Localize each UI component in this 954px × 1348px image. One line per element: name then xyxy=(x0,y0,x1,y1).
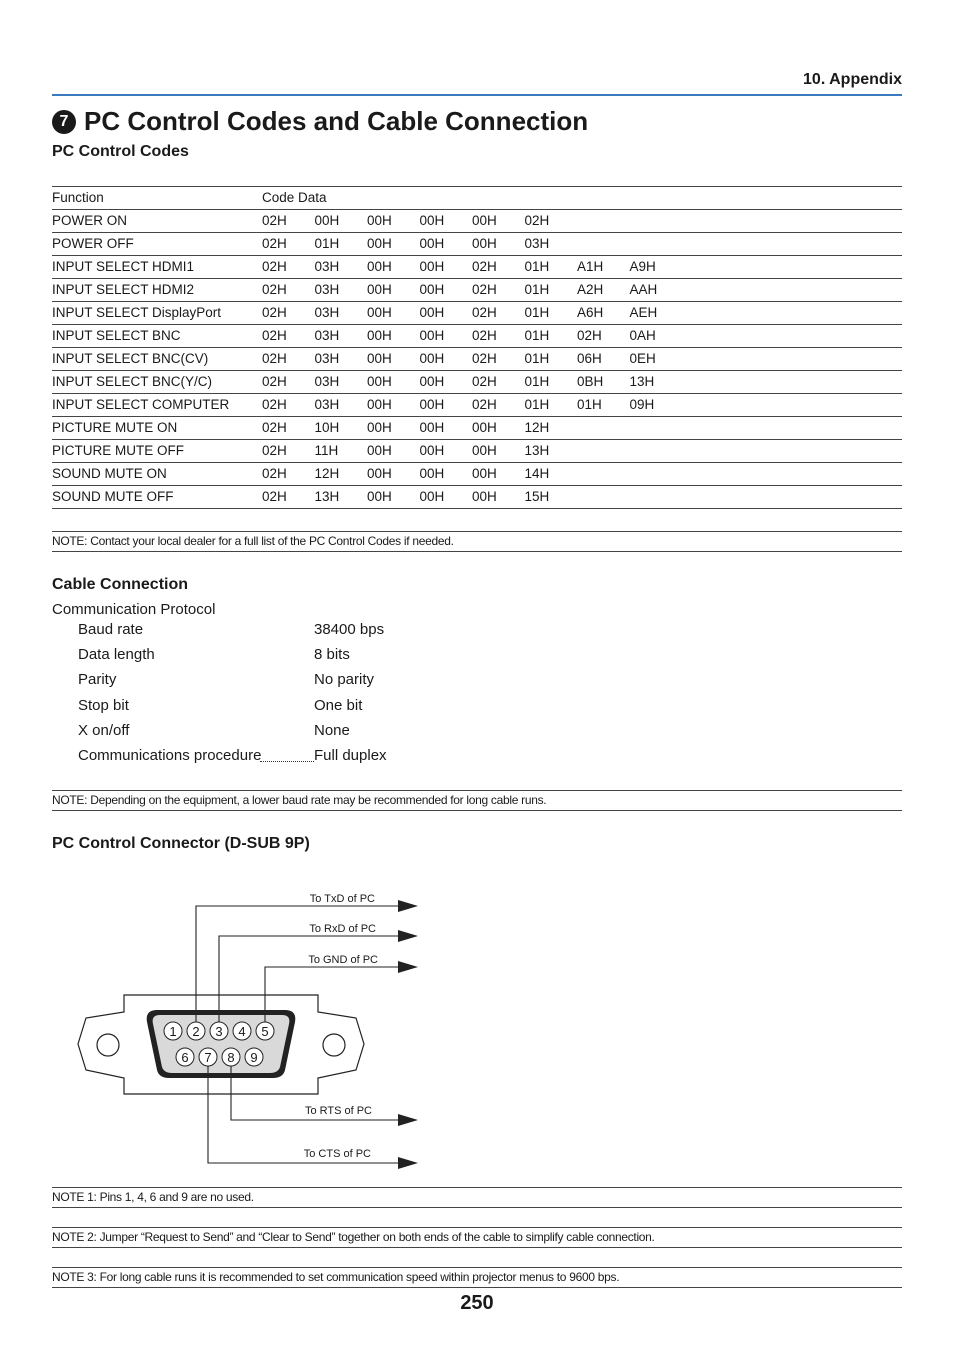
code-cell xyxy=(577,210,630,233)
table-row xyxy=(52,417,902,440)
code-cell: 12H xyxy=(315,463,368,486)
code-cell: 02H xyxy=(577,325,630,348)
protocol-value: 38400 bps xyxy=(314,621,385,638)
code-cell xyxy=(630,440,683,463)
code-cell: 00H xyxy=(420,210,473,233)
protocol-label: Stop bit xyxy=(78,696,129,714)
code-cell: A9H xyxy=(630,256,683,279)
pin-label: 1 xyxy=(169,1024,177,1039)
pin-label: 7 xyxy=(204,1050,212,1065)
table-row xyxy=(52,233,902,256)
code-cell: 01H xyxy=(525,256,578,279)
code-cell: 01H xyxy=(525,394,578,417)
protocol-title: Communication Protocol xyxy=(52,601,216,618)
table-row xyxy=(52,440,902,463)
code-cell: 02H xyxy=(262,486,315,509)
code-cell: AEH xyxy=(630,302,683,325)
code-cell: 00H xyxy=(367,486,420,509)
page-title xyxy=(52,104,588,138)
code-cell: 00H xyxy=(367,325,420,348)
code-cell: 03H xyxy=(315,325,368,348)
protocol-label: Parity xyxy=(78,671,117,689)
code-cell xyxy=(577,417,630,440)
label-rxd: To RxD of PC xyxy=(309,923,376,935)
code-cell: 00H xyxy=(367,348,420,371)
code-cell: 03H xyxy=(315,394,368,417)
code-cell: 14H xyxy=(525,463,578,486)
section-number-badge: 7 xyxy=(52,110,76,134)
code-cell: 02H xyxy=(525,210,578,233)
code-cell: 00H xyxy=(367,302,420,325)
label-gnd: To GND of PC xyxy=(308,954,378,966)
table-row xyxy=(52,394,902,417)
code-cell xyxy=(577,463,630,486)
table-row xyxy=(52,371,902,394)
code-cell: 09H xyxy=(630,394,683,417)
code-cell: 02H xyxy=(262,233,315,256)
code-cell: 02H xyxy=(262,463,315,486)
code-cell: 13H xyxy=(315,486,368,509)
pin-label: 6 xyxy=(181,1050,189,1065)
code-cell: AAH xyxy=(630,279,683,302)
code-cell: 00H xyxy=(472,486,525,509)
right-screw-icon xyxy=(323,1034,345,1056)
section-title: 10. Appendix xyxy=(803,71,902,88)
code-cell: 02H xyxy=(472,371,525,394)
code-cell: 0AH xyxy=(630,325,683,348)
code-cell: 00H xyxy=(420,325,473,348)
code-cell: 02H xyxy=(262,371,315,394)
code-cell: 06H xyxy=(577,348,630,371)
connector-heading: PC Control Connector (D-SUB 9P) xyxy=(52,835,310,852)
code-cell: 13H xyxy=(630,371,683,394)
table-header-row xyxy=(52,187,902,210)
code-cell: 00H xyxy=(420,463,473,486)
label-cts: To CTS of PC xyxy=(303,1148,371,1160)
arrow-right-icon xyxy=(398,900,418,912)
code-cell xyxy=(630,233,683,256)
code-cell: 00H xyxy=(367,371,420,394)
code-cell: 02H xyxy=(472,279,525,302)
code-cell: 00H xyxy=(420,233,473,256)
code-cell: 02H xyxy=(262,256,315,279)
table-row xyxy=(52,302,902,325)
code-cell xyxy=(630,210,683,233)
protocol-row xyxy=(78,617,478,642)
connector-note-1: NOTE 1: Pins 1, 4, 6 and 9 are no used. xyxy=(52,1187,902,1208)
pin-label: 5 xyxy=(261,1024,269,1039)
function-cell: INPUT SELECT DisplayPort xyxy=(52,302,262,325)
protocol-value: Full duplex xyxy=(314,747,387,764)
function-cell: INPUT SELECT BNC(Y/C) xyxy=(52,371,262,394)
table-row xyxy=(52,463,902,486)
arrow-right-icon xyxy=(398,1157,418,1169)
code-cell: 03H xyxy=(525,233,578,256)
code-cell: 01H xyxy=(525,279,578,302)
code-cell: A6H xyxy=(577,302,630,325)
code-cell: 03H xyxy=(315,279,368,302)
cable-note: NOTE: Depending on the equipment, a lower baud rate may be recommended for long cable runs. xyxy=(52,790,902,811)
code-cell: 01H xyxy=(525,302,578,325)
code-cell: 01H xyxy=(525,325,578,348)
code-cell: 00H xyxy=(367,256,420,279)
pin-label: 3 xyxy=(215,1024,223,1039)
function-cell: INPUT SELECT HDMI2 xyxy=(52,279,262,302)
code-cell: 00H xyxy=(472,233,525,256)
code-cell: 00H xyxy=(472,417,525,440)
table-row xyxy=(52,325,902,348)
code-cell: 00H xyxy=(420,417,473,440)
code-cell xyxy=(577,486,630,509)
code-cell: 03H xyxy=(315,371,368,394)
table-row xyxy=(52,486,902,509)
code-cell: 00H xyxy=(420,348,473,371)
column-header-function: Function xyxy=(52,187,262,210)
arrow-right-icon xyxy=(398,1114,418,1126)
code-cell: 02H xyxy=(472,348,525,371)
protocol-label: X on/off xyxy=(78,721,130,739)
code-cell: 02H xyxy=(262,348,315,371)
arrow-right-icon xyxy=(398,930,418,942)
code-cell: 02H xyxy=(472,394,525,417)
function-cell: SOUND MUTE OFF xyxy=(52,486,262,509)
code-cell: 00H xyxy=(472,210,525,233)
protocol-value: No parity xyxy=(314,671,375,689)
code-cell: 0BH xyxy=(577,371,630,394)
codes-heading: PC Control Codes xyxy=(52,143,189,160)
protocol-row xyxy=(78,693,478,718)
code-cell: 01H xyxy=(525,348,578,371)
code-cell: 00H xyxy=(315,210,368,233)
code-cell: 00H xyxy=(472,463,525,486)
page-number: 250 xyxy=(460,1292,494,1314)
code-cell: 00H xyxy=(420,371,473,394)
cable-heading: Cable Connection xyxy=(52,576,189,593)
protocol-row xyxy=(78,743,478,768)
function-cell: POWER ON xyxy=(52,210,262,233)
code-cell: 02H xyxy=(262,394,315,417)
code-cell: 00H xyxy=(367,233,420,256)
code-cell: 02H xyxy=(262,325,315,348)
code-cell xyxy=(577,233,630,256)
code-cell: 02H xyxy=(262,302,315,325)
label-txd: To TxD of PC xyxy=(309,893,375,905)
function-cell: INPUT SELECT HDMI1 xyxy=(52,256,262,279)
code-cell xyxy=(630,463,683,486)
function-cell: INPUT SELECT BNC xyxy=(52,325,262,348)
protocol-value: None xyxy=(314,721,350,739)
pin-label: 4 xyxy=(238,1024,246,1039)
function-cell: INPUT SELECT COMPUTER xyxy=(52,394,262,417)
protocol-row xyxy=(78,642,478,667)
code-cell: 00H xyxy=(420,256,473,279)
table-row xyxy=(52,279,902,302)
function-cell: PICTURE MUTE ON xyxy=(52,417,262,440)
code-cell: 01H xyxy=(577,394,630,417)
code-cell: 10H xyxy=(315,417,368,440)
protocol-label: Communications procedure xyxy=(78,747,262,764)
code-cell xyxy=(630,486,683,509)
code-cell: A1H xyxy=(577,256,630,279)
code-cell: 02H xyxy=(472,302,525,325)
arrow-right-icon xyxy=(398,961,418,973)
pin-label: 8 xyxy=(227,1050,235,1065)
code-cell: 00H xyxy=(367,210,420,233)
code-cell: 00H xyxy=(420,302,473,325)
code-cell: 13H xyxy=(525,440,578,463)
codes-note: NOTE: Contact your local dealer for a full list of the PC Control Codes if needed. xyxy=(52,531,902,552)
table-row xyxy=(52,256,902,279)
code-cell: 00H xyxy=(420,440,473,463)
section-header xyxy=(52,70,902,96)
code-cell: 02H xyxy=(472,256,525,279)
column-header-code: Code Data xyxy=(262,187,420,210)
code-cell: 02H xyxy=(472,325,525,348)
protocol-row xyxy=(78,718,478,743)
label-rts: To RTS of PC xyxy=(304,1105,372,1117)
code-cell: 00H xyxy=(367,463,420,486)
code-cell: 03H xyxy=(315,256,368,279)
code-cell: 00H xyxy=(367,394,420,417)
code-cell: A2H xyxy=(577,279,630,302)
code-cell: 02H xyxy=(262,440,315,463)
code-cell: 02H xyxy=(262,417,315,440)
protocol-label: Baud rate xyxy=(78,621,144,638)
code-cell: 12H xyxy=(525,417,578,440)
connector-note-3: NOTE 3: For long cable runs it is recommended to set communication speed within projector menus to 9600 bps. xyxy=(52,1267,902,1288)
code-cell: 15H xyxy=(525,486,578,509)
code-cell xyxy=(577,440,630,463)
control-codes-table xyxy=(52,186,902,509)
protocol-label: Data length xyxy=(78,646,155,664)
protocol-row xyxy=(78,667,478,692)
code-cell: 00H xyxy=(420,486,473,509)
dot-leader xyxy=(260,751,314,762)
pin-label: 9 xyxy=(250,1050,258,1065)
protocol-value: One bit xyxy=(314,696,363,714)
code-cell xyxy=(630,417,683,440)
function-cell: POWER OFF xyxy=(52,233,262,256)
arrow-heads xyxy=(398,900,418,1169)
pin-label: 2 xyxy=(192,1024,200,1039)
code-cell: 00H xyxy=(367,417,420,440)
function-cell: SOUND MUTE ON xyxy=(52,463,262,486)
function-cell: INPUT SELECT BNC(CV) xyxy=(52,348,262,371)
code-cell: 03H xyxy=(315,348,368,371)
code-cell: 00H xyxy=(367,279,420,302)
protocol-value: 8 bits xyxy=(314,646,350,664)
connector-note-2: NOTE 2: Jumper “Request to Send” and “Clear to Send” together on both ends of the cable to simplify cable connection. xyxy=(52,1227,902,1248)
function-cell: PICTURE MUTE OFF xyxy=(52,440,262,463)
left-screw-icon xyxy=(97,1034,119,1056)
code-cell: 00H xyxy=(472,440,525,463)
code-cell: 11H xyxy=(315,440,368,463)
page-title-text: PC Control Codes and Cable Connection xyxy=(84,106,589,136)
code-cell: 01H xyxy=(315,233,368,256)
code-cell: 00H xyxy=(420,279,473,302)
code-cell: 0EH xyxy=(630,348,683,371)
code-cell: 02H xyxy=(262,279,315,302)
code-cell: 00H xyxy=(367,440,420,463)
code-cell: 00H xyxy=(420,394,473,417)
code-cell: 01H xyxy=(525,371,578,394)
code-cell: 03H xyxy=(315,302,368,325)
code-cell: 02H xyxy=(262,210,315,233)
table-row xyxy=(52,210,902,233)
table-row xyxy=(52,348,902,371)
dsub-connector-diagram xyxy=(0,880,954,1180)
